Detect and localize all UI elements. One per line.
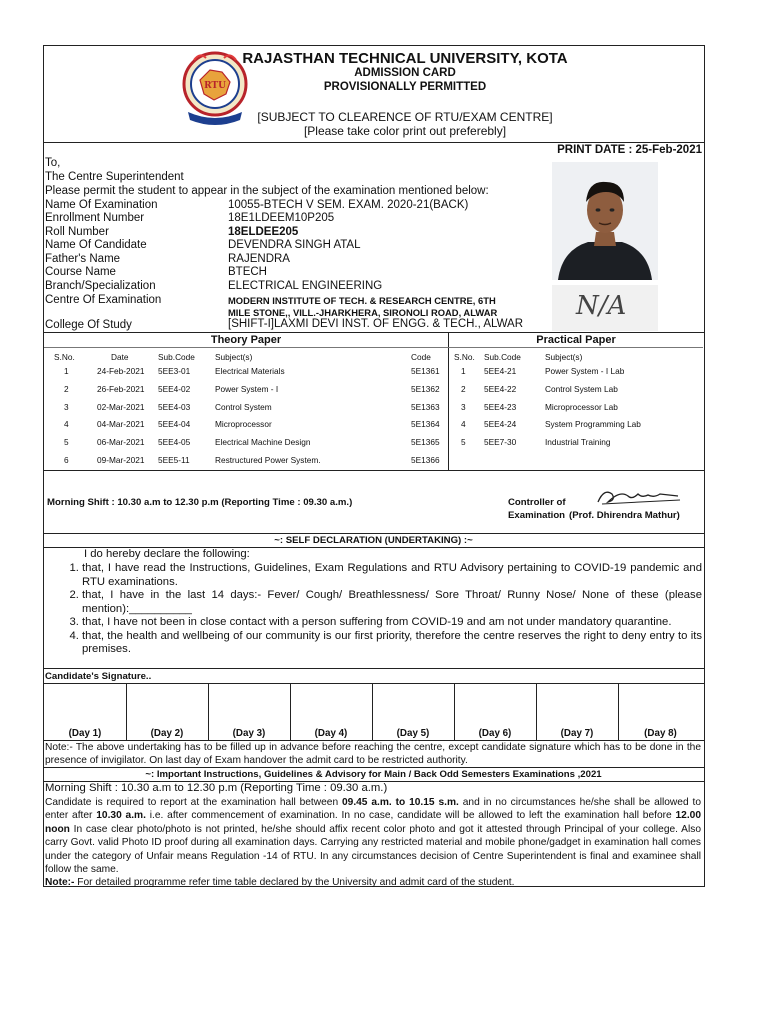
declaration-item: 4. that, the health and wellbeing of our community is our first priority, therefore the centre reserves the right to deny entry to its premises. bbox=[82, 630, 702, 657]
day-4-signature[interactable]: (Day 4) bbox=[314, 728, 348, 739]
theory-cell: 09-Mar-2021 bbox=[97, 455, 145, 465]
centre-value-line2: MILE STONE,, VILL.-JHARKHERA, SIRONOLI ROAD, ALWAR bbox=[228, 307, 498, 318]
instr-report-window: 09.45 a.m. to 10.15 s.m. bbox=[341, 797, 459, 808]
instr-text: In case clear photo/photo is not printed, he/she should affix recent color photo and got it attested through Principal of your college. Also carry Govt. valid Photo ID proof during all examination days. Carrying any restricted material and mobile phone/gadget in examination hall comes under the category of Unfair means Regulation -14 of RTU. In any circumstances decision of Centre Superintendent is final and examinee shall follow the same. bbox=[45, 823, 701, 876]
practical-cell: 1 bbox=[461, 366, 466, 376]
practical-cell: Power System - I Lab bbox=[545, 366, 625, 376]
theory-cell: Electrical Machine Design bbox=[215, 437, 311, 447]
day-7-signature[interactable]: (Day 7) bbox=[560, 728, 594, 739]
theory-cell: 5E1366 bbox=[411, 455, 440, 465]
declaration-item: 1. that, I have read the Instructions, Guidelines, Exam Regulations and RTU Advisory pertaining to COVID-19 pandemic and RTU examinations. bbox=[82, 562, 702, 589]
signature-row-divider bbox=[43, 683, 704, 684]
field-label: Name Of Candidate bbox=[45, 239, 147, 251]
candidate-signature-box bbox=[552, 285, 658, 331]
day-5-signature[interactable]: (Day 5) bbox=[396, 728, 430, 739]
table-heading-divider bbox=[44, 347, 703, 348]
theory-col-code: Code bbox=[411, 352, 431, 362]
day-2-signature[interactable]: (Day 2) bbox=[150, 728, 184, 739]
declaration-item: 3. that, I have not been in close contact with a person suffering from COVID-19 and am not under mandatory quarantine. bbox=[82, 616, 702, 630]
signature-top-divider bbox=[43, 668, 704, 669]
letter-request: Please permit the student to appear in the subject of the examination mentioned below: bbox=[45, 185, 489, 197]
practical-col-sno: S.No. bbox=[454, 352, 475, 362]
instr-note-text: For detailed programme refer time table declared by the University and admit card of the student. bbox=[74, 877, 515, 889]
theory-cell: 5E1364 bbox=[411, 419, 440, 429]
candidate-name-value: DEVENDRA SINGH ATAL bbox=[228, 239, 361, 251]
theory-heading: Theory Paper bbox=[210, 334, 282, 346]
candidate-photo-icon bbox=[552, 162, 658, 280]
field-label: Name Of Examination bbox=[45, 199, 158, 211]
theory-col-sno: S.No. bbox=[54, 352, 75, 362]
theory-cell: Control System bbox=[215, 402, 272, 412]
theory-cell: 5EE3-01 bbox=[158, 366, 191, 376]
practical-cell: Microprocessor Lab bbox=[545, 402, 618, 412]
roll-number-value: 18ELDEE205 bbox=[228, 226, 299, 238]
theory-cell: 04-Mar-2021 bbox=[97, 419, 145, 429]
theory-cell: Electrical Materials bbox=[215, 366, 285, 376]
day-3-signature[interactable]: (Day 3) bbox=[232, 728, 266, 739]
practical-heading: Practical Paper bbox=[536, 334, 616, 346]
field-label: Centre Of Examination bbox=[45, 294, 162, 306]
theory-cell: 4 bbox=[64, 419, 69, 429]
instr-text: Candidate is required to report at the examination hall between bbox=[45, 797, 342, 808]
controller-line1: Controller of bbox=[508, 497, 566, 508]
exam-name-value: 10055-BTECH V SEM. EXAM. 2020-21(BACK) bbox=[228, 199, 469, 211]
theory-cell: 5 bbox=[64, 437, 69, 447]
theory-cell: Power System - I bbox=[215, 384, 279, 394]
instr-note-label: Note:- bbox=[45, 877, 75, 889]
practical-cell: 5EE4-23 bbox=[484, 402, 517, 412]
table-top-divider bbox=[43, 332, 704, 333]
theory-cell: 5EE4-05 bbox=[158, 437, 191, 447]
theory-cell: 3 bbox=[64, 402, 69, 412]
shift-divider bbox=[43, 533, 704, 534]
practical-cell: Industrial Training bbox=[545, 437, 611, 447]
enrollment-value: 18E1LDEEM10P205 bbox=[228, 212, 335, 224]
theory-cell: 5E1361 bbox=[411, 366, 440, 376]
field-label: Course Name bbox=[45, 266, 116, 278]
theory-cell: 02-Mar-2021 bbox=[97, 402, 145, 412]
declaration-item: 2. that, I have in the last 14 days:- Fever/ Cough/ Breathlessness/ Sore Throat/ Runny Nose/ None of these (please mention):__________ bbox=[82, 589, 702, 616]
theory-cell: 5E1362 bbox=[411, 384, 440, 394]
instr-leave-time: 12.00 noon bbox=[45, 810, 701, 835]
branch-value: ELECTRICAL ENGINEERING bbox=[228, 280, 383, 292]
theory-cell: 6 bbox=[64, 455, 69, 465]
field-label: Roll Number bbox=[45, 226, 109, 238]
day-1-signature[interactable]: (Day 1) bbox=[68, 728, 102, 739]
instructions-shift: Morning Shift : 10.30 a.m to 12.30 p.m (Reporting Time : 09.30 a.m.) bbox=[45, 782, 388, 794]
practical-cell: 5EE4-21 bbox=[484, 366, 517, 376]
theory-cell: 24-Feb-2021 bbox=[97, 366, 145, 376]
table-bottom-divider bbox=[43, 470, 704, 471]
card-title: ADMISSION CARD bbox=[354, 67, 456, 79]
practical-cell: Control System Lab bbox=[545, 384, 618, 394]
theory-cell: 5E1365 bbox=[411, 437, 440, 447]
day-6-signature[interactable]: (Day 6) bbox=[478, 728, 512, 739]
field-label: Branch/Specialization bbox=[45, 280, 156, 292]
theory-cell: 1 bbox=[64, 366, 69, 376]
centre-value-line1: MODERN INSTITUTE OF TECH. & RESEARCH CENTRE, 6TH bbox=[228, 295, 496, 306]
father-name-value: RAJENDRA bbox=[228, 253, 290, 265]
practical-cell: 5 bbox=[461, 437, 466, 447]
permission-status: PROVISIONALLY PERMITTED bbox=[323, 81, 487, 93]
theory-cell: 5EE5-11 bbox=[158, 455, 190, 465]
controller-name: (Prof. Dhirendra Mathur) bbox=[569, 510, 680, 521]
practical-cell: 5EE7-30 bbox=[484, 437, 517, 447]
letter-to: To, bbox=[45, 157, 61, 169]
theory-cell: 2 bbox=[64, 384, 69, 394]
theory-cell: 26-Feb-2021 bbox=[97, 384, 145, 394]
header-divider bbox=[43, 142, 704, 143]
declaration-intro: I do hereby declare the following: bbox=[84, 548, 250, 560]
practical-col-subcode: Sub.Code bbox=[484, 352, 521, 362]
instr-text: i.e. after commencement of examination. In no case, candidate will be allowed to left the examination hall before bbox=[145, 810, 676, 822]
college-value: [SHIFT-I]LAXMI DEVI INST. OF ENGG. & TECH., ALWAR bbox=[228, 318, 524, 330]
practical-cell: 3 bbox=[461, 402, 466, 412]
instr-entry-cutoff: 10.30 a.m. bbox=[96, 810, 146, 822]
theory-cell: Restructured Power System. bbox=[215, 455, 321, 465]
signature-na: N/A bbox=[576, 291, 627, 321]
candidate-photo bbox=[552, 162, 658, 280]
day-8-signature[interactable]: (Day 8) bbox=[644, 728, 677, 739]
theory-cell: 06-Mar-2021 bbox=[97, 437, 145, 447]
candidate-signature-label: Candidate's Signature.. bbox=[45, 671, 152, 682]
undertaking-note: Note:- The above undertaking has to be filled up in advance before reaching the centre, except candidate signature which has to be done in the presence of invigilator. On last day of Exam handover the admit card to be restricted authority. bbox=[45, 742, 701, 767]
theory-cell: 5E1363 bbox=[411, 402, 440, 412]
field-label: College Of Study bbox=[45, 319, 132, 331]
course-value: BTECH bbox=[228, 266, 267, 278]
svg-text:RTU: RTU bbox=[204, 81, 226, 91]
practical-cell: 5EE4-24 bbox=[484, 419, 517, 429]
table-column-divider bbox=[448, 332, 449, 470]
shift-timing: Morning Shift : 10.30 a.m to 12.30 p.m (Reporting Time : 09.30 a.m.) bbox=[47, 497, 353, 508]
practical-cell: 5EE4-22 bbox=[484, 384, 517, 394]
practical-cell: 4 bbox=[461, 419, 466, 429]
practical-col-subject: Subject(s) bbox=[545, 352, 583, 362]
practical-cell: System Programming Lab bbox=[545, 419, 641, 429]
field-label: Enrollment Number bbox=[45, 212, 145, 224]
theory-col-subject: Subject(s) bbox=[215, 352, 253, 362]
university-name: RAJASTHAN TECHNICAL UNIVERSITY, KOTA bbox=[242, 50, 568, 67]
controller-line2: Examination bbox=[508, 510, 566, 521]
print-date: PRINT DATE : 25-Feb-2021 bbox=[557, 144, 702, 156]
theory-cell: 5EE4-04 bbox=[158, 419, 191, 429]
declaration-list bbox=[66, 562, 702, 657]
theory-cell: 5EE4-03 bbox=[158, 402, 191, 412]
field-label: Father's Name bbox=[45, 253, 121, 265]
theory-col-date: Date bbox=[111, 352, 129, 362]
theory-cell: Microprocessor bbox=[215, 419, 272, 429]
declaration-heading: ~: SELF DECLARATION (UNDERTAKING) :~ bbox=[274, 535, 473, 546]
instructions-heading: ~: Important Instructions, Guidelines & Advisory for Main / Back Odd Semesters Examinations ,2021 bbox=[145, 769, 602, 780]
theory-cell: 5EE4-02 bbox=[158, 384, 191, 394]
instr-text: and in no circumstances he/she shall be allowed to enter after bbox=[45, 797, 701, 822]
instructions-paragraph bbox=[45, 796, 701, 890]
letter-addressee: The Centre Superintendent bbox=[45, 171, 184, 183]
controller-signature-icon bbox=[594, 486, 684, 508]
practical-cell: 2 bbox=[461, 384, 466, 394]
clearance-condition: [SUBJECT TO CLEARENCE OF RTU/EXAM CENTRE] bbox=[257, 110, 553, 124]
print-note: [Please take color print out preferebly] bbox=[303, 124, 507, 138]
theory-col-subcode: Sub.Code bbox=[158, 352, 195, 362]
